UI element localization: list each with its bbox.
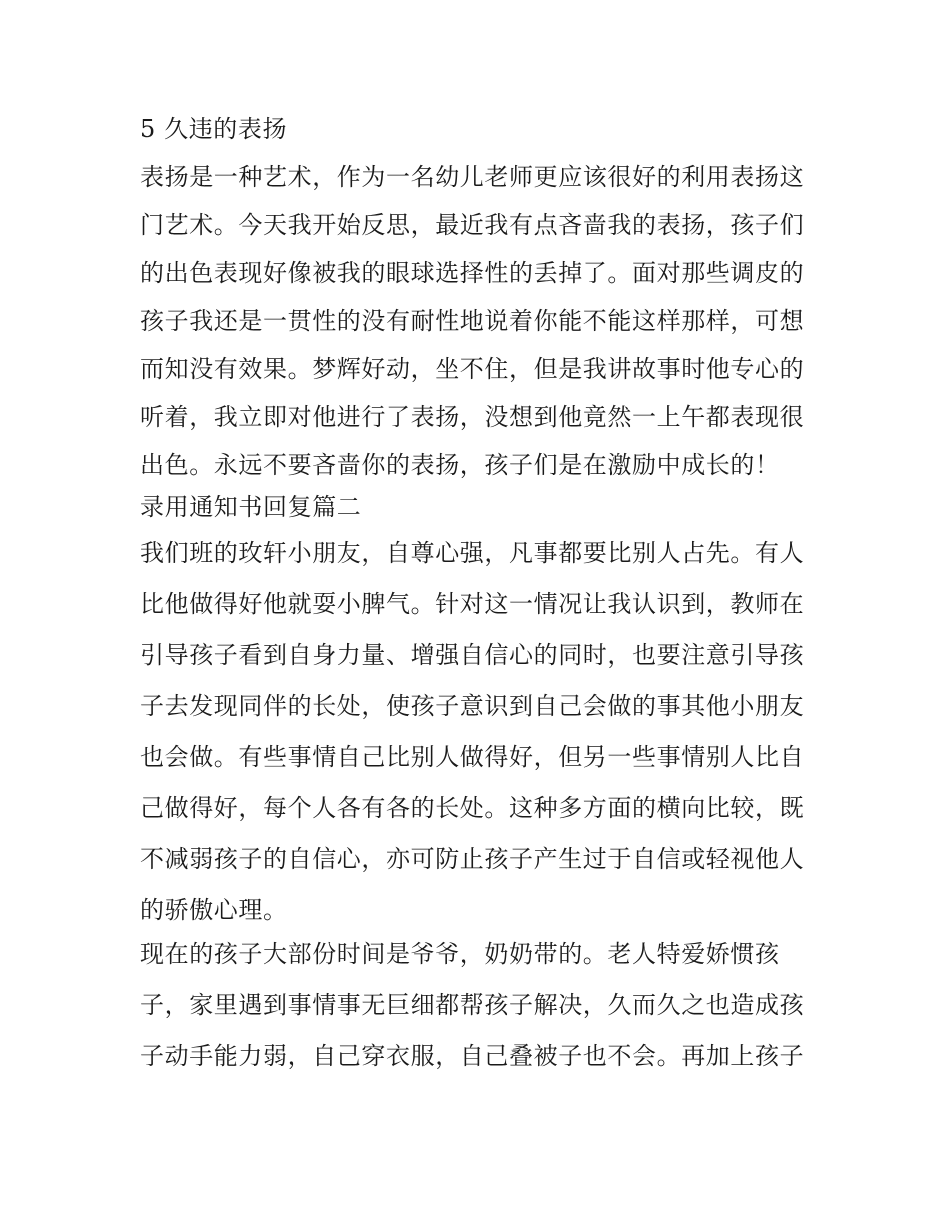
text-line: 子，家里遇到事情事无巨细都帮孩子解决，久而久之也造成孩 [140,991,805,1019]
text-line: 也会做。有些事情自己比别人做得好，但另一些事情别人比自 [140,743,805,771]
text-line: 己做得好，每个人各有各的长处。这种多方面的横向比较，既 [140,794,805,822]
text-line: 子去发现同伴的长处，使孩子意识到自己会做的事其他小朋友 [140,692,805,720]
document-page [140,108,820,1077]
paragraph-self-esteem [140,532,820,931]
text-line: 的出色表现好像被我的眼球选择性的丢掉了。面对那些调皮的 [140,259,805,287]
text-line: 不减弱孩子的自信心，亦可防止孩子产生过于自信或轻视他人 [140,845,805,873]
section-title: 5 久违的表扬 [140,115,288,143]
section-title: 录用通知书回复篇二 [140,493,362,521]
text-line: 而知没有效果。梦辉好动，坐不住，但是我讲故事时他专心的 [140,355,805,383]
text-line: 表扬是一种艺术，作为一名幼儿老师更应该很好的利用表扬这 [140,163,805,191]
text-line: 我们班的玫轩小朋友，自尊心强，凡事都要比别人占先。有人 [140,539,805,567]
text-line: 的骄傲心理。 [140,896,288,924]
text-line: 比他做得好他就耍小脾气。针对这一情况让我认识到，教师在 [140,590,805,618]
text-line: 出色。永远不要吝啬你的表扬，孩子们是在激励中成长的！ [140,451,780,479]
paragraph-grandparents [140,933,820,1077]
text-line: 引导孩子看到自身力量、增强自信心的同时，也要注意引导孩 [140,641,805,669]
text-line: 现在的孩子大部份时间是爷爷，奶奶带的。老人特爱娇惯孩 [140,940,780,968]
text-line: 孩子我还是一贯性的没有耐性地说着你能不能这样那样，可想 [140,307,805,335]
text-line: 门艺术。今天我开始反思，最近我有点吝啬我的表扬，孩子们 [140,211,805,239]
paragraph-praise [140,156,820,486]
text-line: 听着，我立即对他进行了表扬，没想到他竟然一上午都表现很 [140,403,805,431]
text-line: 子动手能力弱，自己穿衣服，自己叠被子也不会。再加上孩子 [140,1042,805,1070]
